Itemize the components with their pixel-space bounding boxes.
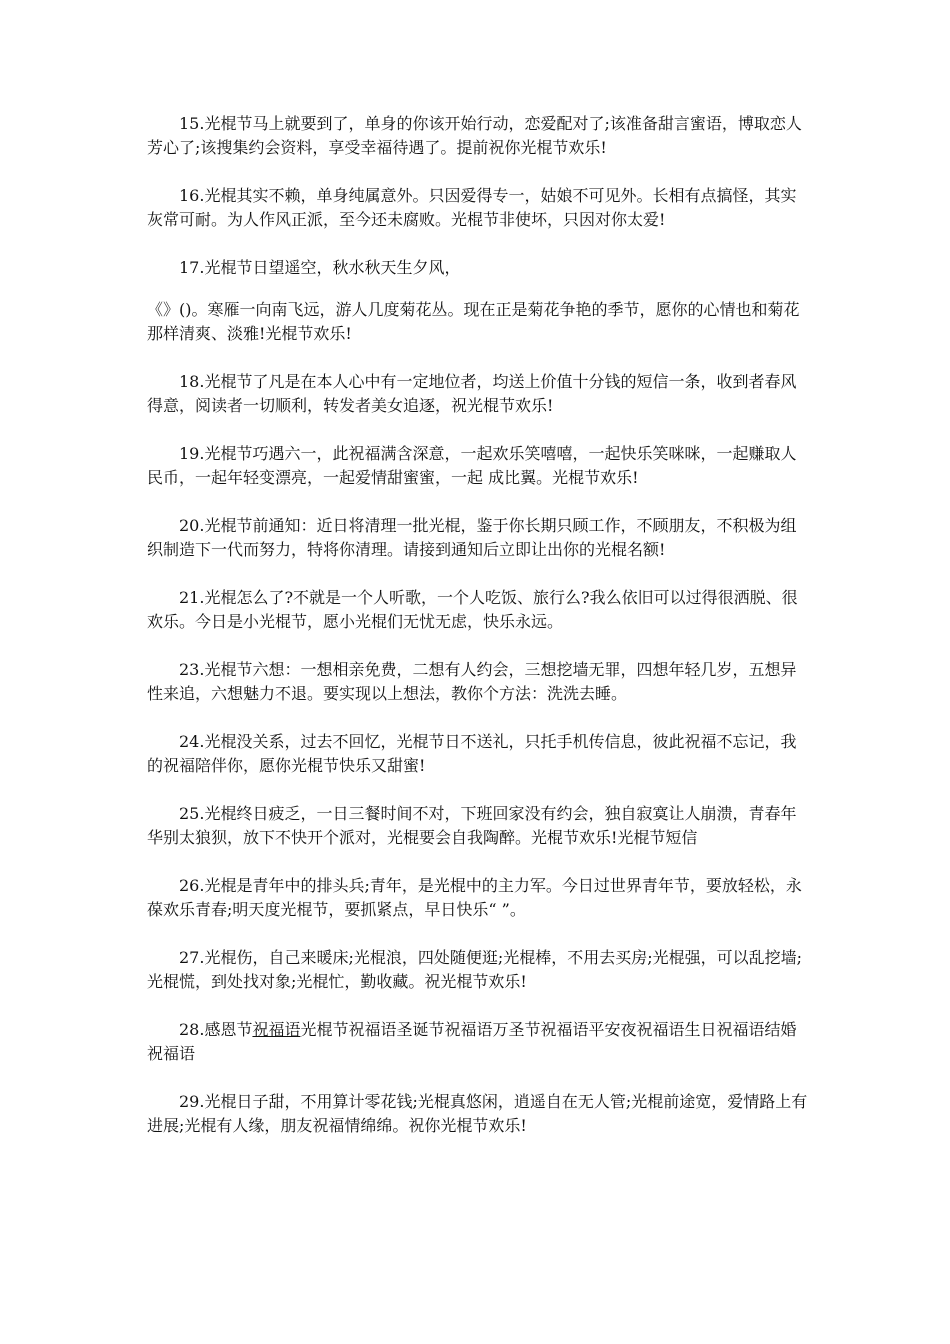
paragraph-29: 29.光棍日子甜，不用算计零花钱;光棍真悠闲，逍遥自在无人管;光棍前途宽，爱情路上有进展;光棍有人缘，朋友祝福情绵绵。祝你光棍节欢乐! [147, 1092, 808, 1135]
paragraph-28-suffix: 光棍节祝福语圣诞节祝福语万圣节祝福语平安夜祝福语生日祝福语结婚祝福语 [147, 1020, 797, 1063]
paragraph-28-prefix: 28.感恩节 [179, 1020, 253, 1039]
paragraph-21: 21.光棍怎么了?不就是一个人听歌，一个人吃饭、旅行么?我么依旧可以过得很洒脱、很欢乐。今日是小光棍节，愿小光棍们无忧无虑，快乐永远。 [147, 588, 798, 631]
paragraph-17: 17.光棍节日望遥空，秋水秋天生夕风， [179, 258, 461, 277]
paragraph-15: 15.光棍节马上就要到了，单身的你该开始行动，恋爱配对了;该准备甜言蜜语，博取恋人芳心了;该搜集约会资料，享受幸福待遇了。提前祝你光棍节欢乐! [147, 114, 802, 157]
document-body [147, 112, 812, 1162]
paragraph-27: 27.光棍伤，自己来暖床;光棍浪，四处随便逛;光棍棒，不用去买房;光棍强，可以乱挖墙;光棍慌，到处找对象;光棍忙，勤收藏。祝光棍节欢乐! [147, 948, 803, 991]
blessing-link[interactable]: 祝福语 [252, 1020, 301, 1039]
paragraph-28 [147, 1018, 812, 1066]
paragraph-24: 24.光棍没关系，过去不回忆，光棍节日不送礼，只托手机传信息，彼此祝福不忘记，我的祝福陪伴你，愿你光棍节快乐又甜蜜! [147, 732, 797, 775]
paragraph-17-continued: 《》()。寒雁一向南飞远，游人几度菊花丛。现在正是菊花争艳的季节，愿你的心情也和菊花那样清爽、淡雅!光棍节欢乐! [147, 300, 800, 343]
paragraph-26: 26.光棍是青年中的排头兵;青年，是光棍中的主力军。今日过世界青年节，要放轻松，永葆欢乐青春;明天度光棍节，要抓紧点，早日快乐“ ”。 [147, 876, 802, 919]
paragraph-18: 18.光棍节了凡是在本人心中有一定地位者，均送上价值十分钱的短信一条，收到者春风得意，阅读者一切顺利，转发者美女追逐，祝光棍节欢乐! [147, 372, 797, 415]
paragraph-16: 16.光棍其实不赖，单身纯属意外。只因爱得专一，姑娘不可见外。长相有点搞怪，其实灰常可耐。为人作风正派，至今还未腐败。光棍节非使坏，只因对你太爱! [147, 186, 797, 229]
paragraph-25: 25.光棍终日疲乏，一日三餐时间不对，下班回家没有约会，独自寂寞让人崩溃，青春年华别太狼狈，放下不快开个派对，光棍要会自我陶醉。光棍节欢乐!光棍节短信 [147, 804, 797, 847]
paragraph-23: 23.光棍节六想：一想相亲免费，二想有人约会，三想挖墙无罪，四想年轻几岁，五想异性来追，六想魅力不退。要实现以上想法，教你个方法：洗洗去睡。 [147, 660, 797, 703]
paragraph-20: 20.光棍节前通知：近日将清理一批光棍，鉴于你长期只顾工作，不顾朋友，不积极为组织制造下一代而努力，特将你清理。请接到通知后立即让出你的光棍名额! [147, 516, 797, 559]
paragraph-19: 19.光棍节巧遇六一，此祝福满含深意，一起欢乐笑嘻嘻，一起快乐笑咪咪，一起赚取人民币，一起年轻变漂亮，一起爱情甜蜜蜜，一起 成比翼。光棍节欢乐! [147, 444, 797, 487]
